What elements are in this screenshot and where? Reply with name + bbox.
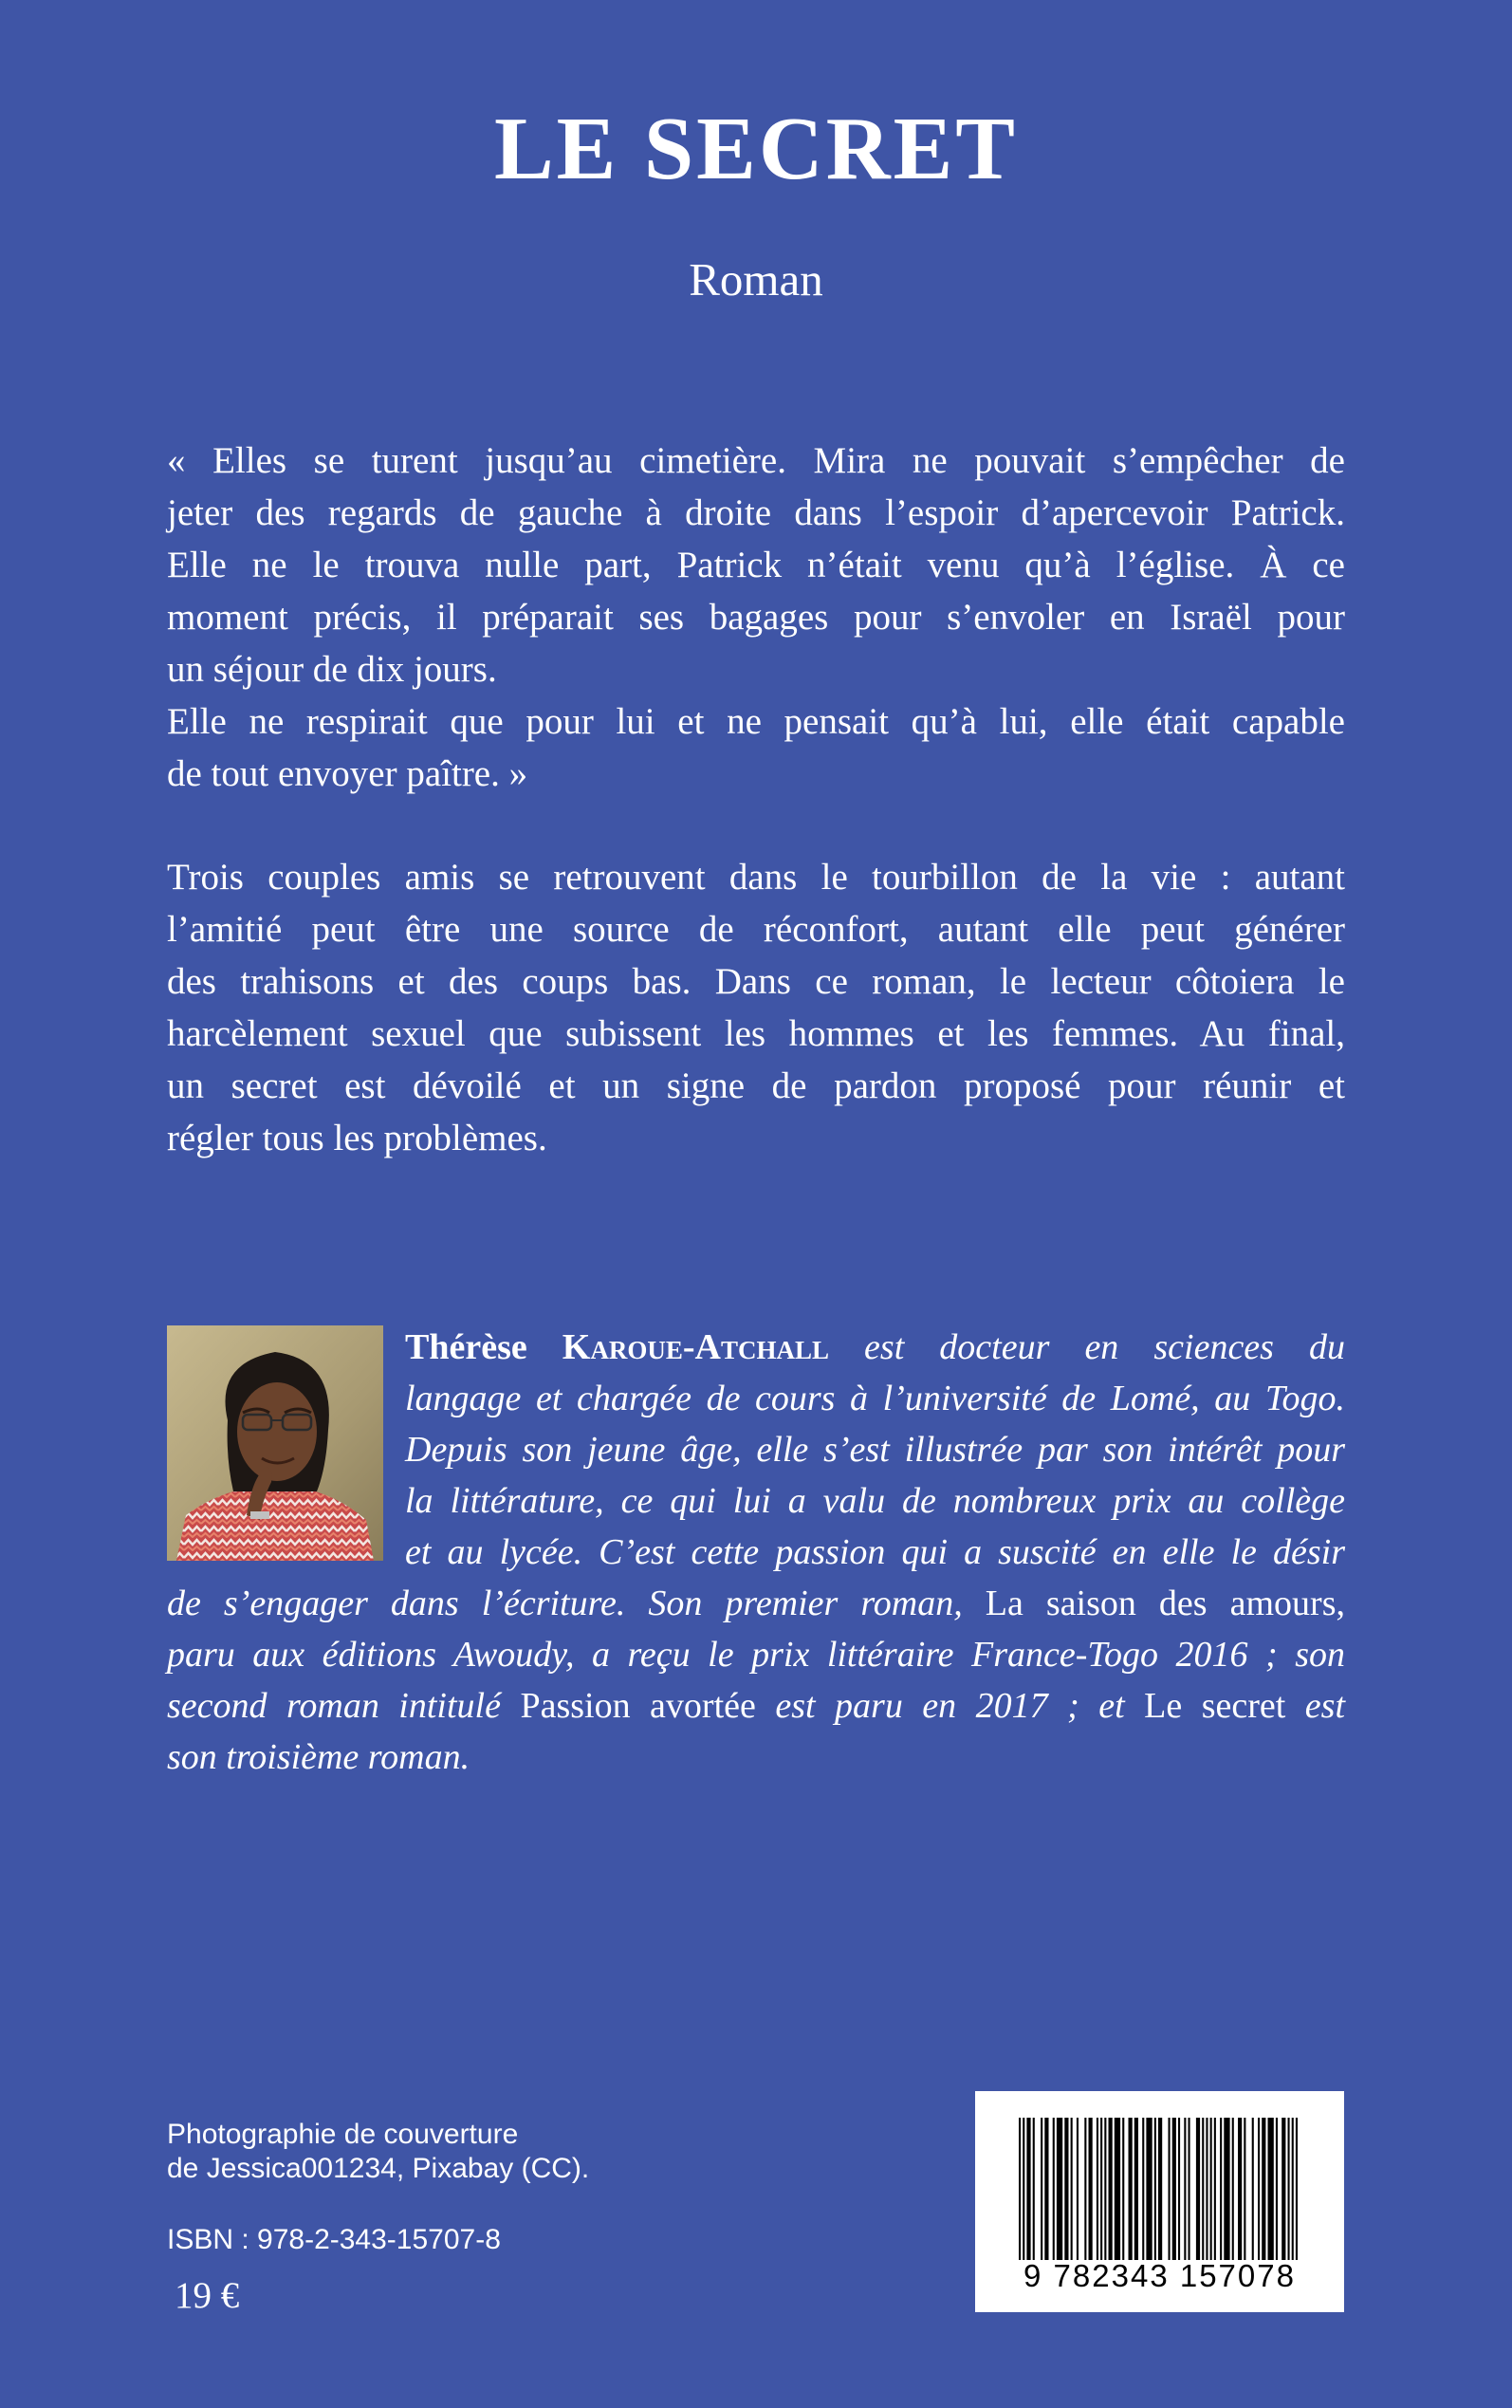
barcode-bar: [1232, 2118, 1234, 2260]
barcode-bar: [1292, 2118, 1294, 2260]
photo-credit: Photographie de couverture de Jessica001234, Pixabay (CC).: [167, 2119, 590, 2184]
author-bio: [167, 1322, 1345, 1783]
barcode-bar: [1023, 2118, 1024, 2260]
barcode-bar: [1220, 2118, 1222, 2260]
barcode-bar: [1244, 2118, 1245, 2260]
book-subtitle: Roman: [689, 253, 823, 306]
summary-line: harcèlement sexuel que subissent les hommes et les femmes. Au final,: [167, 1013, 1345, 1054]
barcode-bar: [1041, 2118, 1042, 2260]
summary-line: l’amitié peut être une source de réconfort, autant elle peut générer: [167, 909, 1345, 950]
barcode-bar: [1134, 2118, 1138, 2260]
quote-line: « Elles se turent jusqu’au cimetière. Mira ne pouvait s’empêcher de: [167, 440, 1345, 481]
barcode-bar: [1189, 2118, 1190, 2260]
bio-line: de s’engager dans l’écriture. Son premier roman, La saison des amours,: [167, 1584, 1345, 1623]
quote-line: un séjour de dix jours.: [167, 649, 497, 690]
barcode-bar: [1019, 2118, 1021, 2260]
bio-line: et au lycée. C’est cette passion qui a suscité en elle le désir: [405, 1532, 1345, 1572]
barcode-bar: [1262, 2118, 1265, 2260]
barcode-bar: [1044, 2118, 1048, 2260]
bio-line: second roman intitulé Passion avortée est paru en 2017 ; et Le secret est: [167, 1686, 1346, 1726]
barcode-bar: [1224, 2118, 1229, 2260]
barcode-bar: [1053, 2118, 1055, 2260]
barcode-bar: [1296, 2118, 1298, 2260]
barcode-bar: [1026, 2118, 1030, 2260]
barcode-bar: [1206, 2118, 1208, 2260]
book-title-2: Passion avortée: [520, 1686, 756, 1726]
barcode-bar: [1100, 2118, 1102, 2260]
summary-line: des trahisons et des coups bas. Dans ce roman, le lecteur côtoiera le: [167, 961, 1345, 1002]
bio-line: son troisième roman.: [167, 1737, 470, 1777]
barcode-bar: [1146, 2118, 1152, 2260]
barcode-bar: [1184, 2118, 1186, 2260]
barcode-bar: [1122, 2118, 1124, 2260]
quote-line: Elle ne le trouva nulle part, Patrick n’était venu qu’à l’église. À ce: [167, 545, 1345, 585]
barcode-bar: [1252, 2118, 1254, 2260]
bio-line: Thérèse Karoue-Atchall est docteur en sciences du: [405, 1327, 1346, 1367]
barcode-bar: [1064, 2118, 1068, 2260]
barcode-bar: [1057, 2118, 1062, 2260]
author-first-name: Thérèse: [405, 1327, 527, 1367]
barcode-bar: [1282, 2118, 1285, 2260]
excerpt-quote: [167, 435, 1345, 800]
author-last-name: Karoue-Atchall: [562, 1327, 829, 1367]
barcode-bar: [1109, 2118, 1113, 2260]
barcode-bar: [1238, 2118, 1242, 2260]
summary-line: un secret est dévoilé et un signe de pardon proposé pour réunir et: [167, 1065, 1345, 1106]
barcode-bar: [1115, 2118, 1120, 2260]
barcode-bar: [1084, 2118, 1086, 2260]
barcode-bar: [1258, 2118, 1260, 2260]
isbn: ISBN : 978-2-343-15707-8: [167, 2224, 501, 2255]
barcode-bar: [1172, 2118, 1176, 2260]
price: 19 €: [175, 2275, 240, 2316]
book-title-1: La saison des amours,: [985, 1584, 1345, 1623]
barcode-bar: [1097, 2118, 1098, 2260]
barcode-bar: [1276, 2118, 1278, 2260]
barcode-bars: [1017, 2118, 1302, 2260]
bio-line: paru aux éditions Awoudy, a reçu le prix littéraire France-Togo 2016 ; son: [167, 1635, 1345, 1675]
barcode-bar: [1202, 2118, 1204, 2260]
barcode-bar: [1214, 2118, 1216, 2260]
barcode-bar: [1210, 2118, 1212, 2260]
summary-line: régler tous les problèmes.: [167, 1118, 547, 1158]
quote-line: jeter des regards de gauche à droite dans l’espoir d’apercevoir Patrick.: [167, 492, 1345, 533]
barcode-bar: [1196, 2118, 1200, 2260]
summary-line: Trois couples amis se retrouvent dans le tourbillon de la vie : autant: [167, 857, 1345, 898]
barcode-bar: [1178, 2118, 1180, 2260]
barcode-bar: [1169, 2118, 1171, 2260]
barcode-bar: [1158, 2118, 1162, 2260]
barcode-bar: [1288, 2118, 1290, 2260]
book-title: LE SECRET: [493, 100, 1019, 198]
barcode: [975, 2091, 1344, 2312]
barcode-bar: [1071, 2118, 1073, 2260]
barcode-bar: [1104, 2118, 1106, 2260]
barcode-bar: [1077, 2118, 1079, 2260]
barcode-bar: [1033, 2118, 1035, 2260]
barcode-bar: [1142, 2118, 1144, 2260]
quote-line: de tout envoyer paître. »: [167, 753, 528, 794]
barcode-bar: [1268, 2118, 1274, 2260]
book-title-3: Le secret: [1144, 1686, 1286, 1726]
barcode-bar: [1154, 2118, 1156, 2260]
bio-line: Depuis son jeune âge, elle s’est illustrée par son intérêt pour: [405, 1430, 1345, 1470]
barcode-bar: [1089, 2118, 1093, 2260]
quote-line: moment précis, il préparait ses bagages pour s’envoler en Israël pour: [167, 597, 1345, 638]
barcode-number: 9 782343 157078: [1023, 2258, 1296, 2293]
bio-line: la littérature, ce qui lui a valu de nombreux prix au collège: [405, 1481, 1345, 1521]
book-summary: [167, 851, 1345, 1164]
quote-line: Elle ne respirait que pour lui et ne pensait qu’à lui, elle était capable: [167, 701, 1345, 742]
bio-line: langage et chargée de cours à l’université de Lomé, au Togo.: [405, 1379, 1345, 1418]
barcode-bar: [1129, 2118, 1133, 2260]
